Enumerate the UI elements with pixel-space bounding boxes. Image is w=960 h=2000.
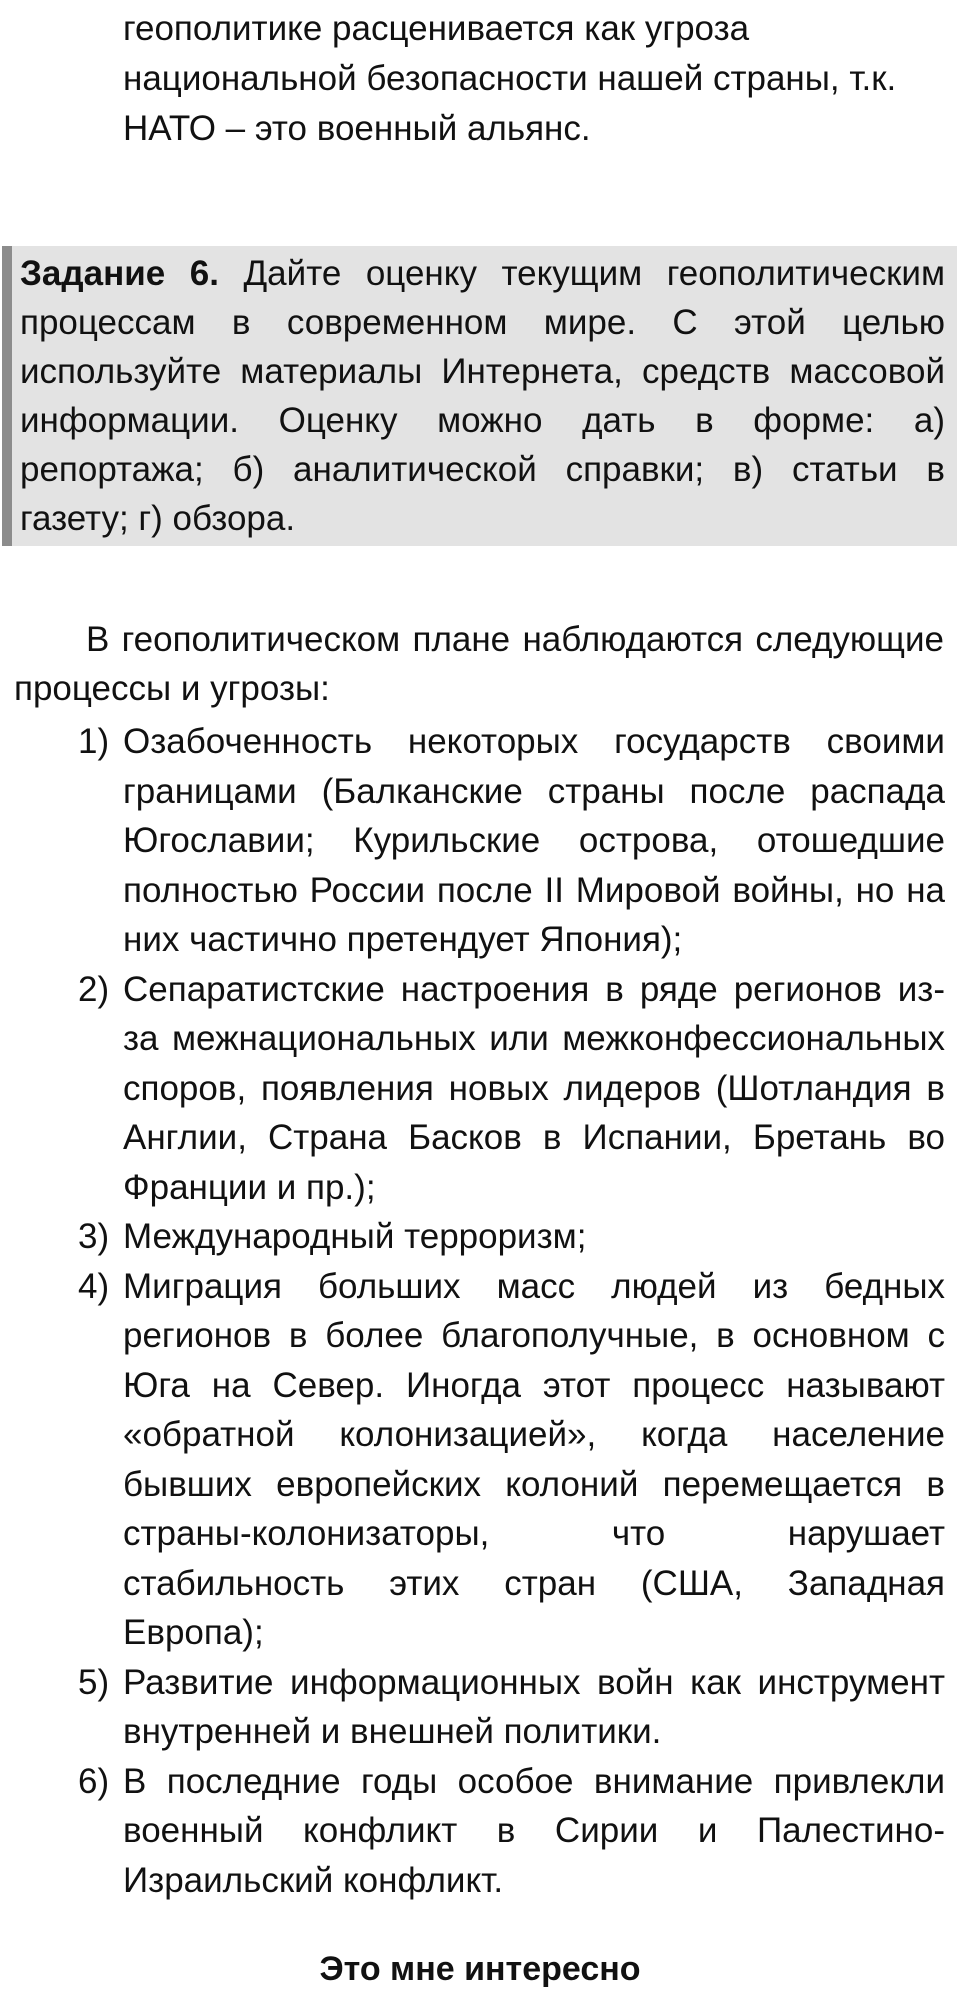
task-text: Дайте оценку текущим геополитическим процессам в современном мире. С этой целью используйте материалы Интернета, средств массовой информации. Оценку можно дать в форме: а) репортажа; б) аналитической справки; в) статьи в газету; г) обзора. xyxy=(20,254,946,538)
top-paragraph-line: национальной безопасности нашей страны, т.к. xyxy=(123,59,897,98)
list-item xyxy=(78,1658,945,1757)
list-item xyxy=(78,965,945,1213)
list-item-text: Сепаратистские настроения в ряде регионов из-за межнациональных или межконфессиональных споров, появления новых лидеров (Шотландия в Англии, Страна Басков в Испании, Бретань во Франции и пр.); xyxy=(123,969,945,1207)
section-heading: Это мне интересно xyxy=(319,1950,641,1988)
list-item-number: 4) xyxy=(78,1266,110,1306)
task-label: Задание 6. xyxy=(20,254,219,293)
list-item-number: 3) xyxy=(78,1217,110,1256)
list-item-text: Международный терроризм; xyxy=(123,1217,587,1256)
list-item xyxy=(78,1757,945,1906)
list-item-number: 1) xyxy=(78,722,110,761)
list-item xyxy=(78,1262,945,1658)
task-paragraph xyxy=(20,249,945,543)
list-item-text: Развитие информационных войн как инструмент внутренней и внешней политики. xyxy=(123,1662,945,1751)
list-item xyxy=(78,717,945,965)
top-paragraph-line: геополитике расценивается как угроза xyxy=(123,9,750,48)
list-item-text: Миграция больших масс людей из бедных регионов в более благополучные, в основном с Юга на Север. Иногда этот процесс называют «обратной колонизацией», когда население бывших европейских колоний перемещается в страны-колонизаторы, что нарушает стабильность этих стран (США, Западная Европа); xyxy=(123,1266,945,1652)
list-item-number: 5) xyxy=(78,1662,110,1702)
list-item xyxy=(78,1212,945,1262)
list-item-text: В последние годы особое внимание привлекли военный конфликт в Сирии и Палестино-Израильский конфликт. xyxy=(123,1761,945,1900)
list-item-text: Озабоченность некоторых государств своими границами (Балканские страны после распада Югославии; Курильские острова, отошедшие полностью России после II Мировой войны, но на них частично претендует Япония); xyxy=(123,722,945,959)
list-item-number: 6) xyxy=(78,1761,110,1801)
top-paragraph-line: НАТО – это военный альянс. xyxy=(123,109,591,148)
top-paragraph xyxy=(123,4,946,154)
threat-list xyxy=(78,717,945,1905)
intro-paragraph: В геополитическом плане наблюдаются следующие процессы и угрозы: xyxy=(14,620,944,708)
list-item-number: 2) xyxy=(78,969,110,1009)
